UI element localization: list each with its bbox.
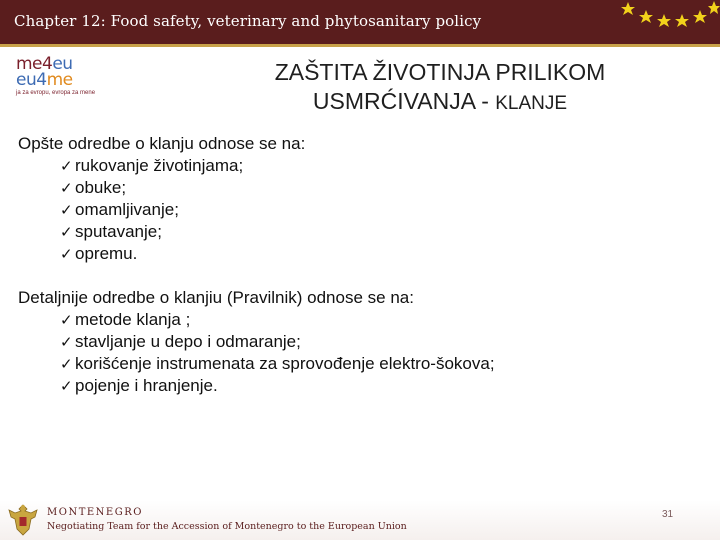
section-2-list: [18, 309, 708, 397]
check-icon: ✓: [60, 245, 73, 263]
slide-title: [180, 58, 700, 118]
list-item: ✓ pojenje i hranjenje.: [60, 376, 218, 395]
logo-text-me: me: [46, 70, 73, 90]
header-divider: [0, 44, 720, 47]
chapter-title: Chapter 12: Food safety, veterinary and phytosanitary policy: [14, 12, 482, 30]
footer-team-text: Negotiating Team for the Accession of Montenegro to the European Union: [47, 521, 407, 532]
list-item: ✓ metode klanja ;: [60, 310, 191, 329]
check-icon: ✓: [60, 355, 73, 373]
check-icon: ✓: [60, 377, 73, 395]
check-icon: ✓: [60, 157, 73, 175]
list-item: ✓ omamljivanje;: [60, 200, 179, 219]
list-item: ✓ stavljanje u depo i odmaranje;: [60, 332, 301, 351]
section-1-list: [18, 155, 708, 265]
list-item: ✓ sputavanje;: [60, 222, 162, 241]
logo-text-eu4: eu4: [16, 70, 47, 90]
check-icon: ✓: [60, 333, 73, 351]
list-item: ✓ rukovanje životinjama;: [60, 156, 244, 175]
header-bar: [0, 0, 720, 44]
logo-text-me4: me4: [16, 54, 53, 74]
eu-stars-icon: [610, 0, 720, 44]
check-icon: ✓: [60, 223, 73, 241]
list-item: ✓ obuke;: [60, 178, 127, 197]
slide-title-line-2: USMRĆIVANJA - KLANJE: [312, 88, 568, 114]
section-2-heading: Detaljnije odredbe o klanjiu (Pravilnik) odnose se na:: [18, 288, 414, 307]
check-icon: ✓: [60, 311, 73, 329]
list-item: ✓ korišćenje instrumenata za sprovođenje elektro-šokova;: [60, 354, 495, 373]
montenegro-coat-of-arms-icon: [4, 502, 42, 538]
slide-title-line-1: ZAŠTITA ŽIVOTINJA PRILIKOM: [274, 59, 606, 85]
logo-tagline: ja za evropu, evropa za mene: [16, 90, 96, 96]
check-icon: ✓: [60, 201, 73, 219]
page-number: 31: [662, 509, 674, 520]
me4eu-logo: [16, 56, 108, 96]
slide-body: [18, 133, 708, 397]
check-icon: ✓: [60, 179, 73, 197]
logo-text-eu: eu: [52, 54, 73, 74]
section-1-heading: Opšte odredbe o klanju odnose se na:: [18, 134, 306, 153]
list-item: ✓ opremu.: [60, 244, 138, 263]
slide-title-klanje: KLANJE: [495, 93, 568, 114]
footer-band: [0, 500, 720, 540]
footer-country: MONTENEGRO: [47, 507, 143, 518]
